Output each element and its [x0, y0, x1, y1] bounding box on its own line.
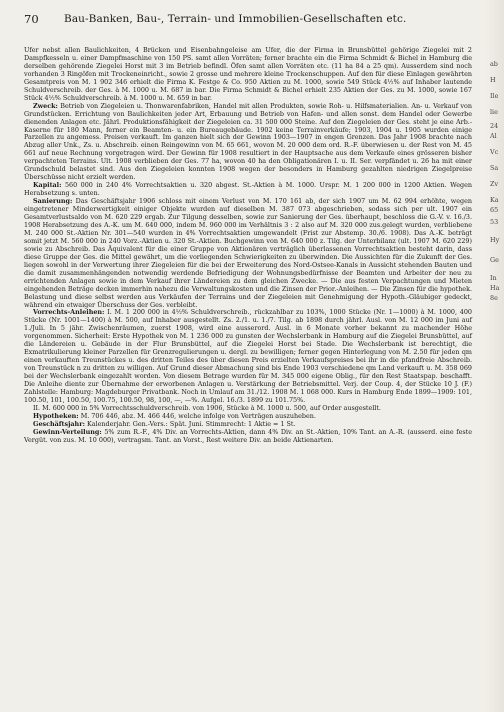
edge-fragment: Sa: [490, 164, 499, 172]
edge-fragment: Ge: [490, 256, 499, 264]
edge-fragment: ab: [490, 60, 498, 68]
edge-fragment: 65: [490, 206, 499, 214]
paragraph-gewinn-verteilung: Gewinn-Verteilung: 5% zum R.-F., 4% Div. an Vorrechts-Aktien, dann 4% Div. an St.-Aktien, 10% Tant. an A.-R. (ausserd. eine feste Vergüt. von zus. M. 10 000), vertragsm. Tant. an Vorst., Rest weitere Div. an beide Aktienarten.: [24, 427, 472, 444]
section-label: Vorrechts-Anleihen:: [33, 308, 105, 317]
section-label: Zweck:: [33, 101, 58, 110]
edge-fragment: Zv: [490, 180, 499, 188]
paragraph-vorrechts-anleihen: Vorrechts-Anleihen: I. M. 1 200 000 in 4½% Schuldverschreib., rückzahlbar zu 103%, 1000 Stücke (Nr. 1—1000) à M. 1000, 400 Stücke (Nr. 1001—1400) à M. 500, auf Inhaber ausgestellt. Zs. 2./1. u. 1./7. Tilg. ab 1898 durch jährl. Ausl. von M. 12 000 im Juni auf 1./Juli. In 5 jähr. Zwischenräumen, zuerst 1908, wird eine ausserord. Ausl. in 6 Monate vorher bekannt zu machender Höhe vorgenommen. Sicherheit: Erste Hypothek von M. 1 236 000 zu gunsten der Wechslerbank in Hamburg auf die Ziegelei Brunsbüttel, auf die Ländereien u. Gebäude in der Flur Brunsbüttel, auf die Ziegelei Horst bei Stade. Die Wechslerbank ist berechtigt, die Exmatrikulierung kleiner Parzellen für Grenzregulierungen u. dergl. zu bewilligen; ferner gegen Hinterlegung von M. 2.50 für jeden qm einen verkauften Treunstückes u. des dritten Teiles des über diesen Preis erzielten Verkaufspreises bei ihr in die pfandfreie Abschreib. von Treunstück n zu dritten zu willigen. Auf Grund dieser Abmachung sind bis Ende 1903 verschiedene qm Land verkauft u. M. 358 069 bei der Wechslerbank eingezahlt worden. Von diesem Betrage wurden für M. 345 000 eigene Oblig., für den Rest Staatspap. beschafft. Die Anleihe diente zur Übernahme der erworbenen Anlagen u. Verstärkung der Betriebsmittel. Verj. der Coup. 4, der Stücke 10 J. (F.) Zahlstelle: Hamburg: Magdeburger Privatbank. Noch in Umlauf am 31./12. 1908 M. 1 068 000. Kurs in Hamburg Ende 1899—1909: 101, 100.50, 101, 100.50, 100.75, 100.50, 98, 100, —, —%. Aufgel. 16./3. 1899 zu 101.75%.: [24, 308, 472, 404]
edge-fragment: Ka: [490, 196, 499, 204]
edge-fragment: 24: [490, 122, 499, 130]
paragraph-sanierung: Sanierung: Das Geschäftsjahr 1906 schloss mit einem Verlust von M. 170 161 ab, der sich 1907 um M. 62 994 erhöhte, wegen eingetretener Minderwertigkeit einiger Objekte wurden auf dieselben M. 387 073 abgeschrieben, sodass sich per ult. 1907 ein Gesamtverlustsaldo von M. 620 229 ergab. Zur Tilgung desselben, sowie zur Sanierung der Ges. überhaupt, beschloss die G.-V. v. 16./3. 1908 Herabsetzung des A.-K. um M. 640 000, indem M. 960 000 im Verhältnis 3 : 2 also auf M. 320 000 zus.gelegt wurden, verbliebene M. 240 000 St.-Aktien Nr. 301—540 wurden in 4% Vorrechtsaktien umgewandelt (Frist zur Abstemp. 30./6. 1908). Das A.-K. beträgt somit jetzt M. 560 000 in 240 Vorz.-Aktien u. 320 St.-Aktien. Buchgewinn von M. 640 000 z. Tilg. der Unterbilanz (ult. 1907 M. 620 229) sowie zu Abschreib. Das Äquivalent für die einer Gruppe von Aktionären verträglich überlassenen Vorrechtsaktien besteht darin, dass diese Gruppe der Ges. die Mittel gewährt, um die vorliegenden Schwierigkeiten zu überwinden. Die Aussichten für die Zukunft der Ges. liegen sowohl in der Verwertung ihrer Ziegeleien für die bei der Erweiterung des Nord-Ostsee-Kanals in Aussicht stehenden Bauten und die damit zusammenhängenden notwendig werdende Befriedigung der Wohnungsbedürfnisse der Beamten und Arbeiter der neu zu errichtenden Anlagen sowie in dem Verkauf ihrer Ländereien zu dem gleichen Zwecke. — Die aus festen Verpachtungen und Mieten eingehenden Beträge decken immerhin nahezu die Verwaltungskosten und die Zinsen der Prior.-Anleihen. — Die Zinsen für die hypothek. Belastung und diese selbst werden aus Verkäufen der Terrains und der Ziegeleien mit Genehmigung der Hypoth.-Gläubiger gedeckt, während ein etwaiger Überschuss der Ges. verbleibt.: [24, 197, 472, 309]
page-number: 70: [24, 12, 39, 26]
edge-fragment: Hy: [490, 236, 500, 244]
paragraph-zweck: Zweck: Betrieb von Ziegeleien u. Thonwarenfabriken, Handel mit allen Produkten, sowie Roh- u. Hilfsmaterialien. An- u. Verkauf von Grundstücken. Errichtung von Baulichkeiten jeder Art, Erbauung und Betrieb von Hafen- und allen sonst. dem Handel oder Gewerbe dienenden Anlagen etc. Jährl. Produktionsfähigkeit der Ziegeleien ca. 31 500 000 Steine. Auf den Ziegeleien der Ges. steht je eine Arb.-Kaserne für 180 Mann, ferner ein Beamten- u. ein Bureaugebäude. 1902 keine Terrainverkäufe; 1903, 1904 u. 1905 wurden einige Parzellen zu angemess. Preisen verkauft. Im ganzen hielt sich der Gewinn 1903—1907 in engen Grenzen. Das Jahr 1908 brachte nach Abzug aller Unk., Zs. u. Abschreib. einen Reingewinn von M. 65 661, wovon M. 20 000 dem ord. R.-F. überwiesen u. der Rest von M. 45 661 auf neue Rechnung vorgetragen wird. Der Gewinn für 1908 resultiert in der Hauptsache aus dem Verkaufe eines grösseren bisher verpachteten Terrains. Ult. 1908 verblieben der Ges. 77 ha, wovon 40 ha den Obligationären I. u. II. Ser. verpfändet u. 26 ha mit einer Grundschuld belastet sind. Aus den Ziegeleien konnten 1908 wegen der besonders in Hamburg gezahlten niedrigen Ziegelpreise Überschüsse nicht erzielt werden.: [24, 101, 472, 182]
page-header: [24, 12, 472, 28]
section-label: Kapital:: [33, 181, 62, 190]
paragraph-assets: Ufer nebst allen Baulichkeiten, 4 Brücken und Eisenbahngeleise am Ufer, die der Firma in Brunsbüttel gehörige Ziegelei mit 2 Dampfkesseln u. einer Dampfmaschine von 150 PS. samt allen Vorräten; ferner brachte ein die Firma Schmidt & Bichel in Hamburg die derselben gehörende Ziegelei Horst mit 3 im Betrieb befindl. Öfen samt allen Vorräten etc. (11 ha 84 a 25 qm). Ausserdem sind noch vorhanden 3 Ringöfen mit Trockeneinricht., sowie 2 grosse und mehrere kleine Trockenschuppen. Auf den für diese Einlagen gewährten Gesamtpreis von M. 1 902 346 erhielt die Firma K. Festge & Co. 950 Aktien zu M. 1000, sowie 549 Stück 4½% auf Inhaber lautende Schuldverschreib. der Ges. à M. 1000 u. M. 687 in bar. Die Firma Schmidt & Bichel erhielt 235 Aktien der Ges. zu M. 1000, sowie 167 Stück 4½% Schuldverschreib. à M. 1000 u. M. 659 in bar.: [24, 46, 472, 102]
paragraph-anleihe-ii: II. M. 600 000 in 5% Vorrechtsschuldverschreib. von 1906, Stücke à M. 1000 u. 500, auf Order ausgestellt.: [33, 403, 381, 412]
edge-fragment: In: [490, 274, 497, 282]
section-label: Gewinn-Verteilung:: [33, 427, 102, 436]
edge-fragment: 8e: [490, 294, 498, 302]
section-label: Hypotheken:: [33, 411, 79, 420]
edge-fragment: H: [490, 76, 496, 84]
edge-fragment: 53: [490, 218, 499, 226]
section-label: Sanierung:: [33, 197, 73, 206]
section-label: Geschäftsjahr:: [33, 419, 85, 428]
paragraph-hypotheken: Hypotheken: M. 706 446, abz. M. 466 446, welche infolge von Verträgen auszuheben.: [33, 411, 316, 420]
page-body: [24, 47, 472, 445]
edge-fragment: Ha: [490, 284, 500, 292]
edge-fragment: Al: [490, 132, 497, 140]
paragraph-kapital: Kapital: 560 000 in 240 4% Vorrechtsaktien u. 320 abgest. St.-Aktien à M. 1000. Urspr. M. 1 200 000 in 1200 Aktien. Wegen Herabsetzung s. unten.: [24, 181, 472, 198]
paragraph-geschaeftsjahr: Geschäftsjahr: Kalenderjahr. Gen.-Vers.: Spät. Juni. Stimmrecht: 1 Aktie = 1 St.: [33, 419, 296, 428]
running-title: Bau-Banken, Bau-, Terrain- und Immobilien-Gesellschaften etc.: [64, 13, 407, 25]
edge-fragment: Ile: [490, 92, 499, 100]
edge-fragment: lie: [490, 108, 498, 116]
adjacent-page-edge: [486, 0, 504, 712]
edge-fragment: Vc: [490, 148, 499, 156]
